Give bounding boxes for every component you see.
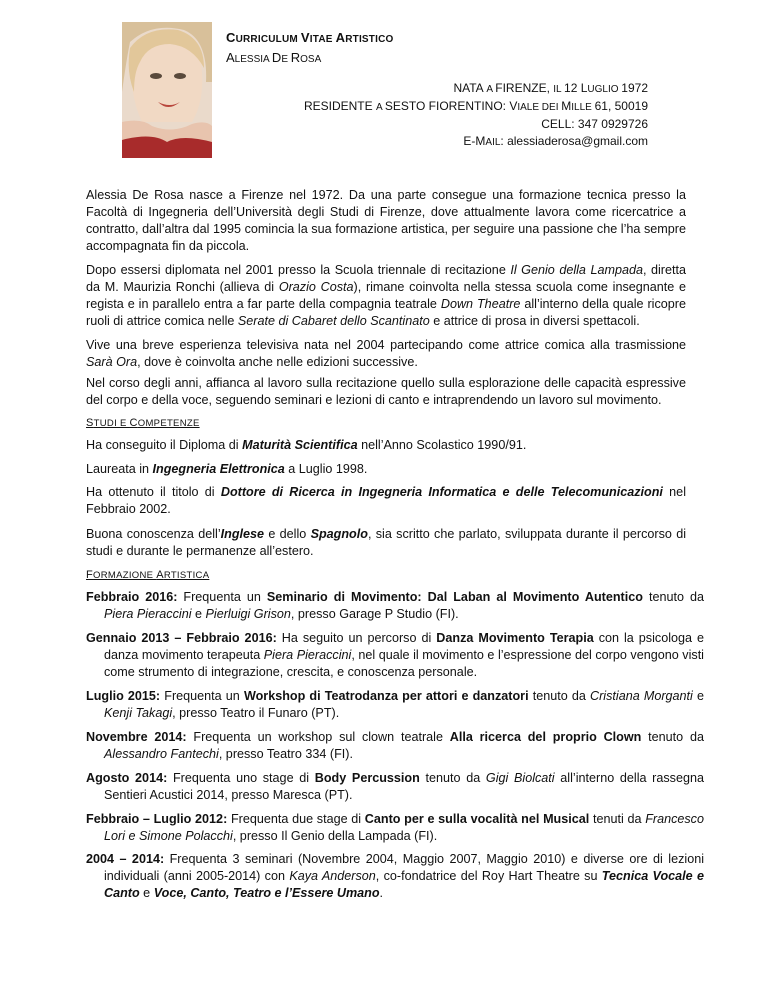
studi-item: Ha conseguito il Diploma di Maturità Scientifica nell’Anno Scolastico 1990/91. [86, 438, 527, 452]
section-heading-formazione: FORMAZIONE ARTISTICA [86, 569, 210, 581]
studi-item: Buona conoscenza dell’Inglese e dello Spagnolo, sia scritto che parlato, sviluppata durante il percorso di studi e durante le permanenze all’estero. [86, 527, 686, 558]
birth-info: NATA A FIRENZE, IL 12 LUGLIO 1972 [453, 81, 648, 95]
document-title: CURRICULUM VITAE ARTISTICO [226, 30, 394, 45]
formazione-item: Gennaio 2013 – Febbraio 2016: Ha seguito un percorso di Danza Movimento Terapia con la psicologa e danza movimento terapeuta Piera Pieraccini, nel quale il movimento e l’espressione del corpo vengono visti come strumento di integrazione, crescita, e conoscenza personale. [86, 631, 705, 679]
formazione-item: Novembre 2014: Frequenta un workshop sul clown teatrale Alla ricerca del proprio Clown tenuto da Alessandro Fantechi, presso Teatro 334 (FI). [86, 730, 704, 761]
studi-item: Laureata in Ingegneria Elettronica a Luglio 1998. [86, 462, 368, 476]
section-heading-studi: STUDI E COMPETENZE [86, 417, 200, 429]
studi-item: Ha ottenuto il titolo di Dottore di Ricerca in Ingegneria Informatica e delle Telecomunicazioni nel Febbraio 2002. [86, 485, 686, 516]
intro-paragraph-2: Dopo essersi diplomata nel 2001 presso la Scuola triennale di recitazione Il Genio della Lampada, diretta da M. Maurizia Ronchi (allieva di Orazio Costa), rimane coinvolta nella stessa scuola come insegnante e regista e in parallelo entra a far parte della compagnia teatrale Down Theatre all’interno della quale ricopre ruoli di attrice comica nelle Serate di Cabaret dello Scantinato e attrice di prosa in diversi spettacoli. [86, 263, 687, 328]
intro-paragraph-3: Vive una breve esperienza televisiva nata nel 2004 partecipando come attrice comica alla trasmissione Sarà Ora, dove è coinvolta anche nelle edizioni successive. [86, 338, 686, 369]
contact-block [304, 80, 648, 151]
cell-info: CELL: 347 0929726 [541, 117, 648, 131]
formazione-item: Luglio 2015: Frequenta un Workshop di Teatrodanza per attori e danzatori tenuto da Cristiana Morganti e Kenji Takagi, presso Teatro il Funaro (PT). [86, 689, 704, 720]
formazione-item: 2004 – 2014: Frequenta 3 seminari (Novembre 2004, Maggio 2007, Maggio 2010) e diverse ore di lezioni individuali (anni 2005-2014) con Kaya Anderson, co-fondatrice del Roy Hart Theatre su Tecnica Vocale e Canto e Voce, Canto, Teatro e l’Essere Umano. [86, 852, 705, 900]
formazione-item: Agosto 2014: Frequenta uno stage di Body Percussion tenuto da Gigi Biolcati all’interno della rassegna Sentieri Acustici 2014, presso Maresca (PT). [86, 771, 704, 802]
portrait-photo [122, 22, 212, 158]
intro-paragraph-1: Alessia De Rosa nasce a Firenze nel 1972. Da una parte consegue una formazione tecnica presso la Facoltà di Ingegneria dell’Università degli Studi di Firenze, dove attualmente lavora come ricercatrice a contratto, dall’altra dal 1995 comincia la sua formazione artistica, per seguire una passione che l’ha sempre accompagnata fin da piccola. [86, 188, 686, 253]
person-name: ALESSIA DE ROSA [226, 50, 322, 65]
email-info: E-MAIL: alessiaderosa@gmail.com [463, 134, 648, 148]
residence-info: RESIDENTE A SESTO FIORENTINO: VIALE DEI MILLE 61, 50019 [303, 99, 648, 113]
intro-paragraph-4: Nel corso degli anni, affianca al lavoro sulla recitazione quello sulla esplorazione delle capacità espressive del corpo e della voce, seguendo seminari e lezioni di canto e intraprendendo un lavoro sul movimento. [86, 376, 686, 407]
formazione-item: Febbraio 2016: Frequenta un Seminario di Movimento: Dal Laban al Movimento Autentico tenuto da Piera Pieraccini e Pierluigi Grison, presso Garage P Studio (FI). [86, 590, 704, 621]
email-link[interactable]: alessiaderosa@gmail.com [507, 134, 648, 148]
formazione-item: Febbraio – Luglio 2012: Frequenta due stage di Canto per e sulla vocalità nel Musical tenuti da Francesco Lori e Simone Polacchi, presso Il Genio della Lampada (FI). [86, 812, 704, 843]
